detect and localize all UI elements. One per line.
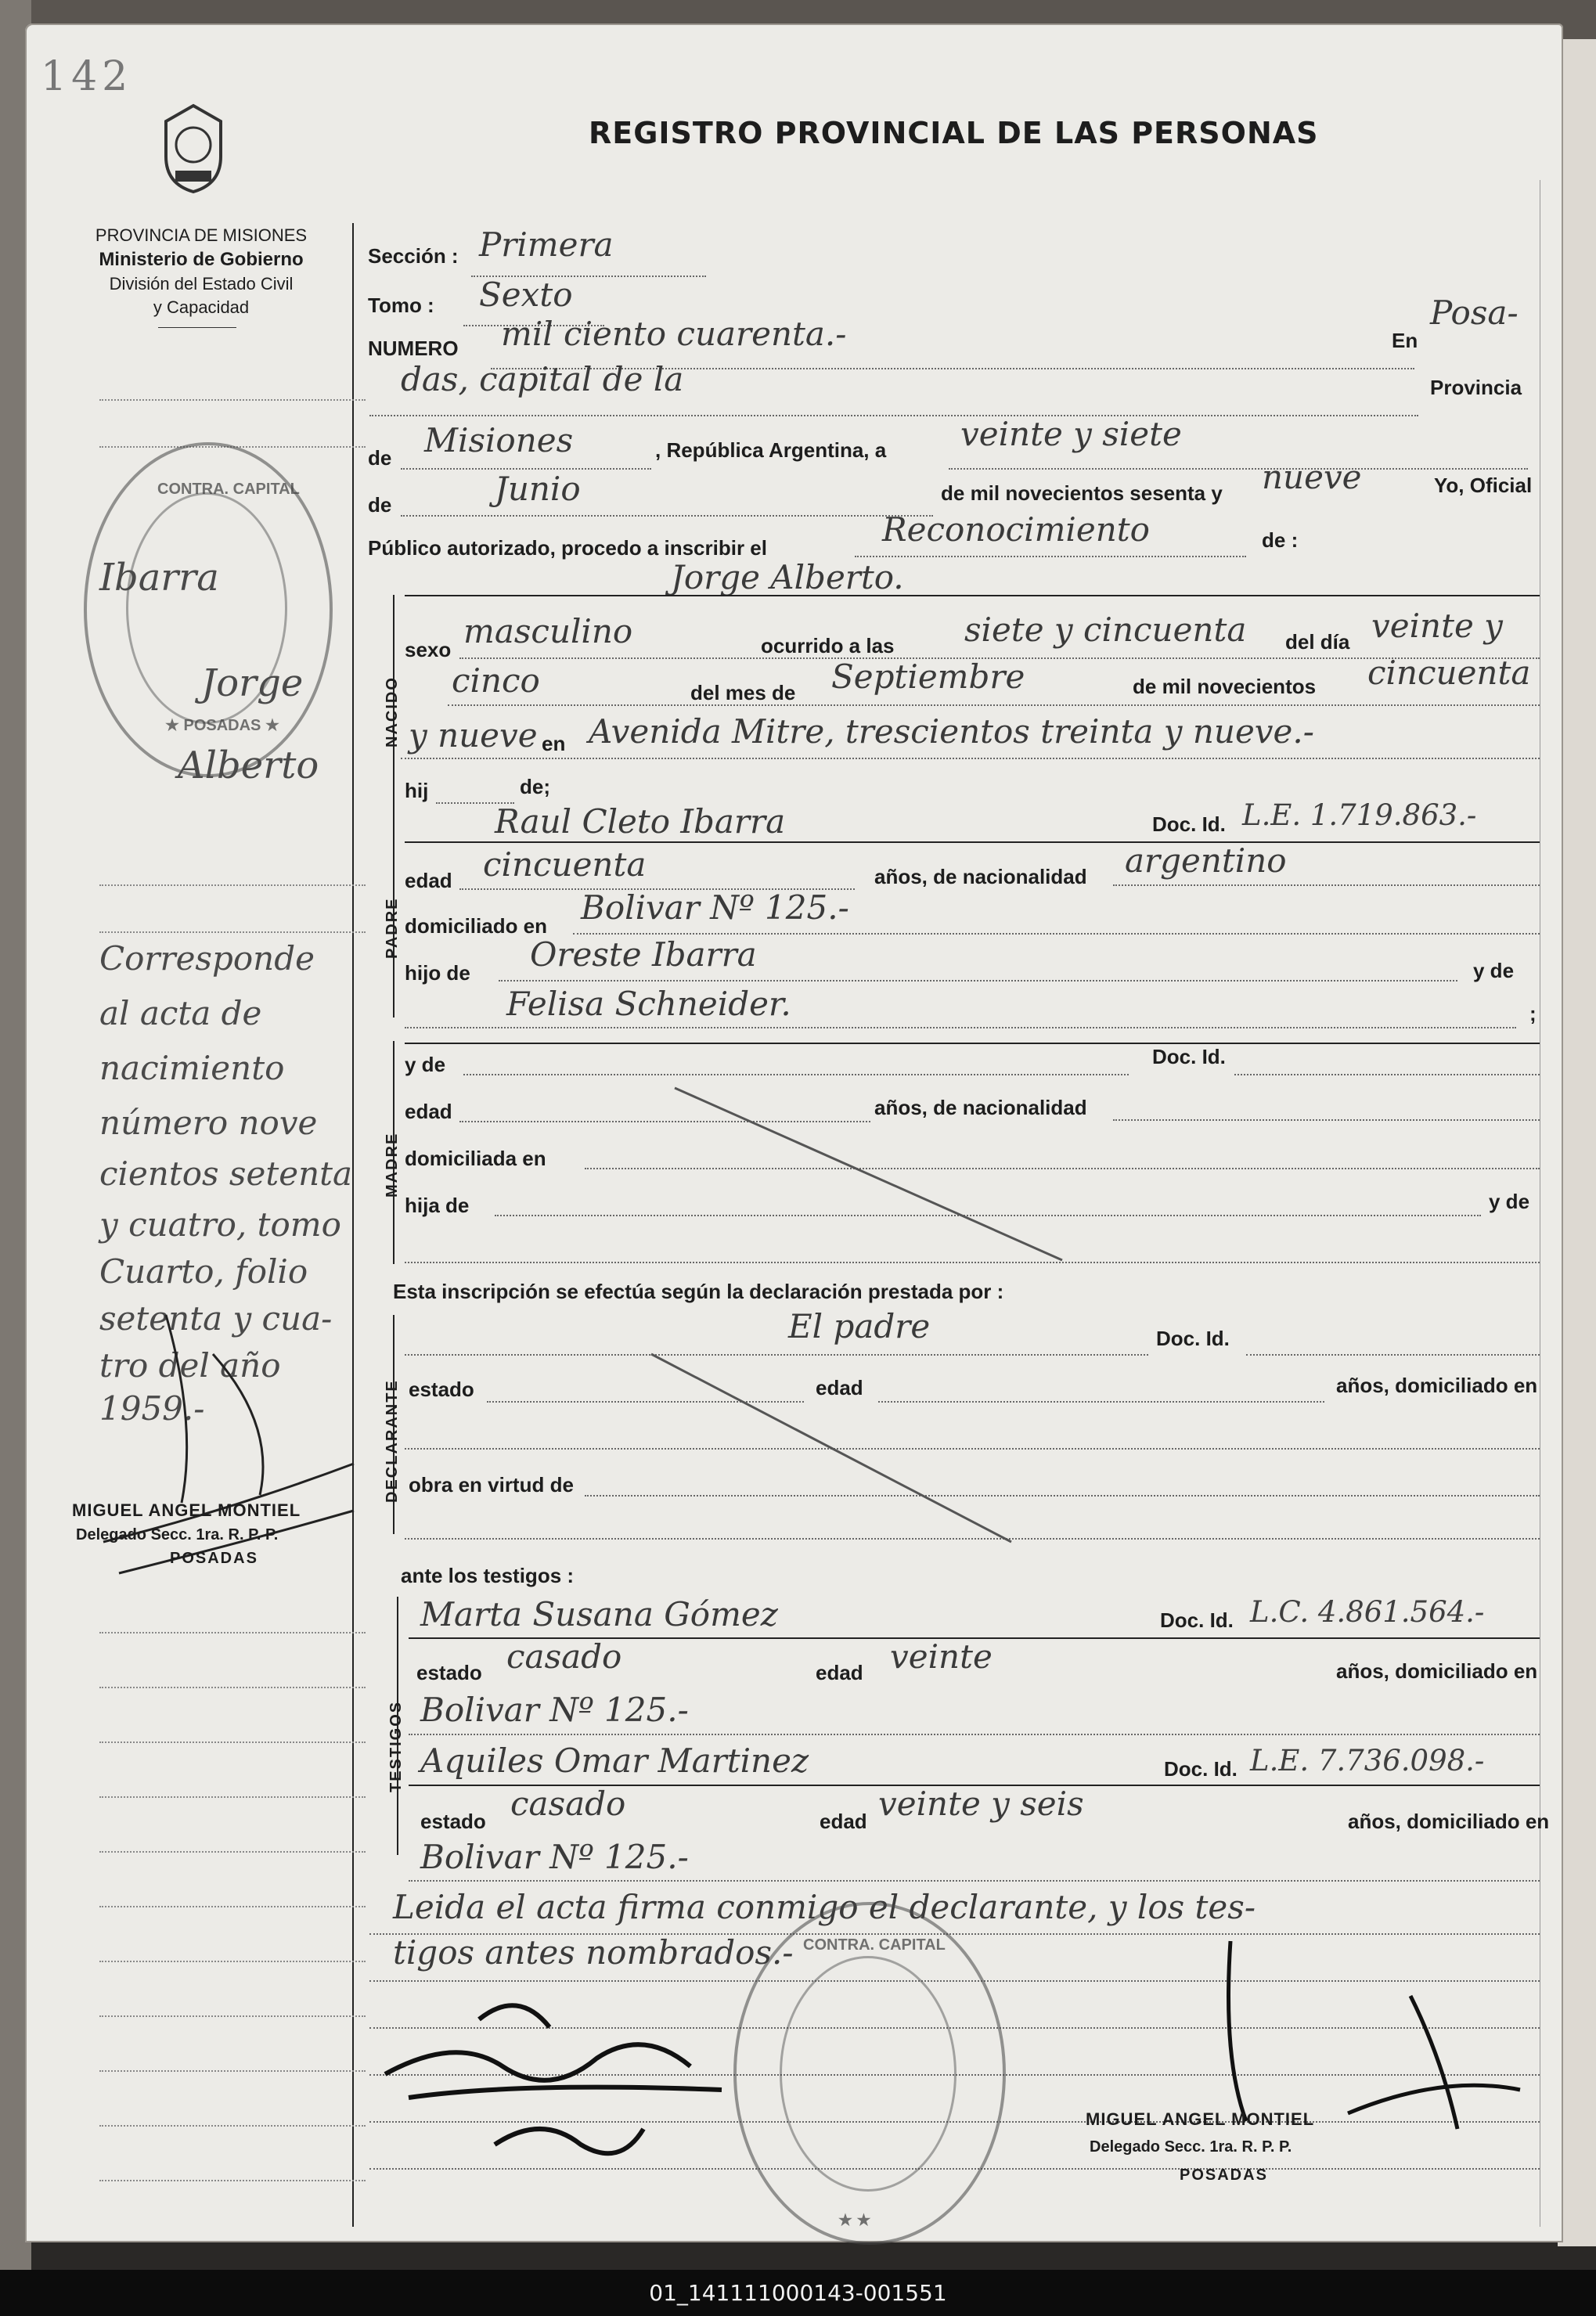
madre-y-de-label-2: y de (1489, 1190, 1530, 1213)
provincia-value: Misiones (424, 421, 574, 459)
margin-rule (99, 2070, 366, 2072)
closing-line-1: Leida el acta firma conmigo el declarante, y los tes- (393, 1888, 1256, 1926)
testigos-side-label: TESTIGOS (387, 1700, 405, 1792)
page-number: 142 (41, 53, 133, 100)
margin-note-line-9: tro del año (99, 1346, 281, 1385)
republica-label: , República Argentina, a (655, 438, 887, 462)
margin-note-line-6: y cuatro, tomo (99, 1205, 341, 1244)
padre-y-de-label: y de (1473, 959, 1515, 982)
hora-value: siete y cincuenta (964, 611, 1247, 649)
coat-of-arms-icon (158, 102, 229, 196)
image-id-caption: 01_141111000143-001551 (649, 2280, 947, 2306)
page-title: REGISTRO PROVINCIAL DE LAS PERSONAS (589, 116, 1319, 150)
province-label: PROVINCIA DE MISIONES (95, 225, 308, 245)
declarante-signature (362, 1941, 753, 2176)
sexo-label: sexo (405, 638, 452, 661)
declarante-doc-label: Doc. Id. (1156, 1327, 1230, 1350)
en-value: Posa- (1430, 294, 1519, 332)
testigo-1-domicilio-label: años, domiciliado en (1336, 1659, 1538, 1683)
padre-hijo-de-label: hijo de (405, 961, 470, 985)
testigo-1-domicilio-value: Bolivar Nº 125.- (420, 1691, 689, 1729)
padre-edad-value: cincuenta (483, 845, 647, 884)
margin-rule (99, 1632, 366, 1633)
madre-cancel-stroke (667, 1080, 1074, 1268)
declarante-cancel-stroke (643, 1346, 1019, 1550)
nacido-side-label: NACIDO (384, 676, 401, 747)
dia-value: veinte y (1371, 607, 1503, 645)
madre-hija-de-label: hija de (405, 1194, 470, 1217)
hij-de-label: de; (520, 775, 550, 798)
padre-domicilio-label: domiciliado en (405, 914, 548, 938)
padre-side-label: PADRE (384, 897, 401, 959)
day-value: veinte y siete (960, 415, 1182, 453)
declarante-edad-label: edad (816, 1376, 863, 1399)
nombre-value: Jorge Alberto. (671, 558, 904, 596)
testigo-1-edad-value: veinte (890, 1637, 993, 1676)
testigo-2-nombre: Aquiles Omar Martinez (420, 1742, 809, 1780)
margin-rule (99, 1742, 366, 1743)
testigo-2-estado-label: estado (420, 1810, 486, 1833)
testigo-2-doc-label: Doc. Id. (1164, 1757, 1238, 1781)
abuelo-value: Oreste Ibarra (530, 935, 757, 974)
margin-rule (99, 884, 366, 886)
tomo-label: Tomo : (368, 294, 434, 317)
del-dia-label: del día (1285, 630, 1350, 654)
provincia-label: Provincia (1430, 376, 1522, 399)
sexo-value: masculino (463, 612, 633, 650)
margin-official-title: Delegado Secc. 1ra. R. P. P. (76, 1526, 279, 1543)
padre-nacionalidad-label: años, de nacionalidad (874, 865, 1087, 888)
testigo-2-edad-value: veinte y seis (878, 1785, 1084, 1823)
madre-edad-label: edad (405, 1100, 452, 1123)
margin-stamp: CONTRA. CAPITAL ★ POSADAS ★ (84, 442, 333, 777)
seccion-value: Primera (479, 225, 614, 264)
tomo-value: Sexto (479, 276, 573, 314)
anio-value-continued: y nueve (409, 716, 538, 755)
del-mes-label: del mes de (690, 681, 796, 704)
yo-oficial-label: Yo, Oficial (1434, 474, 1533, 497)
testigo-2-edad-label: edad (820, 1810, 867, 1833)
margin-official-name: MIGUEL ANGEL MONTIEL (72, 1500, 301, 1520)
official-name: MIGUEL ANGEL MONTIEL (1086, 2109, 1315, 2129)
margin-rule (99, 2015, 366, 2017)
publico-label: Público autorizado, procedo a inscribir el (368, 536, 767, 560)
margin-rule (99, 399, 366, 401)
margin-secondname: Alberto (178, 744, 319, 787)
margin-note-line-2: al acta de (99, 994, 262, 1032)
margin-note-line-5: cientos setenta (99, 1154, 353, 1193)
margin-rule (99, 1906, 366, 1907)
acto-value: Reconocimiento (882, 510, 1150, 549)
testigo-1-doc-label: Doc. Id. (1160, 1608, 1234, 1632)
padre-doc-value: L.E. 1.719.863.- (1242, 798, 1477, 832)
margin-rule (99, 1687, 366, 1688)
testigo-2-domicilio-label: años, domiciliado en (1348, 1810, 1550, 1833)
adjacent-page-edge (1558, 39, 1596, 2246)
margin-note-line-10: 1959.- (99, 1389, 205, 1428)
numero-value: mil ciento cuarenta.- (501, 315, 847, 353)
testigo-1-nombre: Marta Susana Gómez (420, 1595, 778, 1633)
hij-label: hij (405, 779, 429, 802)
padre-semicolon: ; (1529, 1002, 1537, 1025)
margin-note-line-4: número nove (99, 1104, 318, 1142)
anio-value: cincuenta (1367, 654, 1531, 692)
margin-note-line-1: Corresponde (99, 939, 315, 978)
madre-y-de-label: y de (405, 1053, 446, 1076)
padre-edad-label: edad (405, 869, 452, 892)
de-colon-label: de : (1262, 528, 1299, 552)
padre-doc-label: Doc. Id. (1152, 812, 1226, 836)
dia-value-continued: cinco (452, 661, 540, 700)
testigo-1-estado-value: casado (506, 1637, 622, 1676)
margin-surname: Ibarra (99, 556, 219, 600)
abuela-value: Felisa Schneider. (506, 985, 791, 1023)
en-label: En (1392, 329, 1418, 352)
witness-signature (1113, 1933, 1528, 2137)
margin-rule (99, 1796, 366, 1798)
margin-note-line-3: nacimiento (99, 1049, 285, 1087)
madre-nacionalidad-label: años, de nacionalidad (874, 1096, 1087, 1119)
header-rule (158, 327, 236, 328)
declarante-obra-label: obra en virtud de (409, 1473, 574, 1497)
declarante-side-label: DECLARANTE (384, 1379, 401, 1503)
en-value-continued: das, capital de la (401, 360, 684, 398)
nacido-mil-label: de mil novecientos (1133, 675, 1317, 698)
nacido-mes-value: Septiembre (831, 657, 1025, 696)
ocurrido-label: ocurrido a las (761, 634, 895, 657)
declarante-domicilio-label: años, domiciliado en (1336, 1374, 1538, 1397)
seccion-label: Sección : (368, 244, 459, 268)
padre-nombre-value: Raul Cleto Ibarra (495, 802, 786, 841)
mil-label: de mil novecientos sesenta y (941, 481, 1223, 505)
year-value: nueve (1262, 458, 1362, 496)
lugar-value: Avenida Mitre, trescientos treinta y nueve.- (589, 712, 1314, 751)
margin-note-line-8: setenta y cua- (99, 1299, 333, 1338)
margin-firstname: Jorge (201, 661, 304, 705)
margin-rule (99, 2125, 366, 2127)
ministry-label: Ministerio de Gobierno (99, 249, 304, 270)
testigo-2-estado-value: casado (510, 1785, 626, 1823)
padre-nacionalidad-value: argentino (1125, 841, 1287, 880)
division-label-2: y Capacidad (153, 297, 250, 317)
madre-doc-label: Doc. Id. (1152, 1045, 1226, 1068)
division-label-1: División del Estado Civil (109, 274, 294, 294)
padre-domicilio-value: Bolivar Nº 125.- (581, 888, 849, 927)
declarante-nombre-value: El padre (788, 1307, 931, 1345)
de-mes-label: de (368, 493, 392, 517)
main-column-border (352, 223, 354, 2227)
lugar-en-label: en (542, 732, 566, 755)
testigo-1-edad-label: edad (816, 1661, 863, 1684)
margin-official-city: POSADAS (170, 1550, 258, 1567)
testigos-intro-label: ante los testigos : (401, 1564, 575, 1587)
madre-side-label: MADRE (384, 1132, 401, 1198)
margin-rule (99, 2180, 366, 2181)
testigo-2-doc-value: L.E. 7.736.098.- (1250, 1744, 1485, 1778)
testigo-2-domicilio-value: Bolivar Nº 125.- (420, 1838, 689, 1876)
testigo-1-estado-label: estado (416, 1661, 482, 1684)
numero-label: NUMERO (368, 337, 459, 360)
declarante-estado-label: estado (409, 1378, 474, 1401)
official-city: POSADAS (1180, 2167, 1268, 2184)
official-title: Delegado Secc. 1ra. R. P. P. (1090, 2138, 1292, 2156)
de-label: de (368, 446, 392, 470)
margin-rule (99, 1961, 366, 1962)
mes-value: Junio (495, 470, 581, 508)
testigo-1-doc-value: L.C. 4.861.564.- (1250, 1595, 1485, 1629)
declaracion-intro-label: Esta inscripción se efectúa según la declaración prestada por : (393, 1280, 1004, 1303)
closing-line-2: tigos antes nombrados.- (393, 1933, 794, 1972)
margin-rule (99, 931, 366, 933)
madre-domicilio-label: domiciliada en (405, 1147, 546, 1170)
margin-rule (99, 1851, 366, 1853)
margin-note-line-7: Cuarto, folio (99, 1252, 308, 1291)
official-seal-stamp: CONTRA. CAPITAL ★ ★ (733, 1902, 1006, 2245)
register-page (25, 23, 1563, 2242)
